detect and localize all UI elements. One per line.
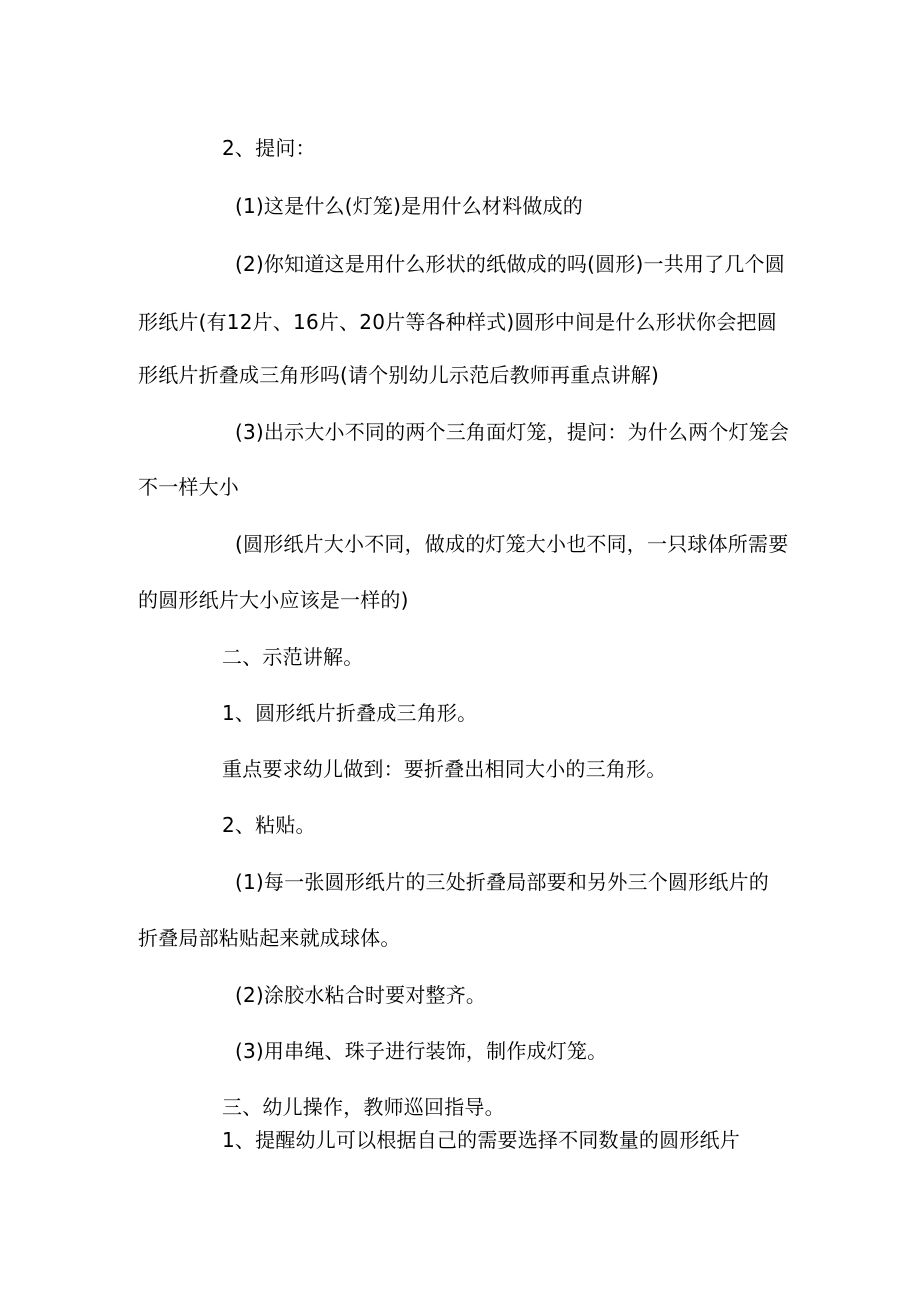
text-line: 1、提醒幼儿可以根据自己的需要选择不同数量的圆形纸片 <box>222 1128 740 1152</box>
text-line: (2)你知道这是用什么形状的纸做成的吗(圆形)一共用了几个圆 <box>235 252 785 276</box>
text-line: 不一样大小 <box>138 475 239 499</box>
text-line: 2、粘贴。 <box>222 813 316 837</box>
text-line: (3)出示大小不同的两个三角面灯笼，提问：为什么两个灯笼会 <box>235 420 790 444</box>
text-line: (2)涂胶水粘合时要对整齐。 <box>235 983 487 1007</box>
text-line: 2、提问： <box>222 136 316 160</box>
text-line: (1)每一张圆形纸片的三处折叠局部要和另外三个圆形纸片的 <box>235 870 769 894</box>
section-heading: 三、幼儿操作，教师巡回指导。 <box>222 1095 505 1119</box>
text-line: (3)用串绳、珠子进行装饰，制作成灯笼。 <box>235 1039 608 1063</box>
text-line: 1、圆形纸片折叠成三角形。 <box>222 701 478 725</box>
text-line: 形纸片(有12片、16片、20片等各种样式)圆形中间是什么形状你会把圆 <box>138 310 777 334</box>
text-line: 折叠局部粘贴起来就成球体。 <box>138 926 401 950</box>
text-line: 形纸片折叠成三角形吗(请个别幼儿示范后教师再重点讲解) <box>138 363 660 387</box>
section-heading: 二、示范讲解。 <box>222 645 364 669</box>
text-line: 重点要求幼儿做到：要折叠出相同大小的三角形。 <box>222 757 667 781</box>
text-line: (1)这是什么(灯笼)是用什么材料做成的 <box>235 194 583 218</box>
text-line: 的圆形纸片大小应该是一样的) <box>138 588 409 612</box>
text-line: (圆形纸片大小不同，做成的灯笼大小也不同，一只球体所需要 <box>235 532 789 556</box>
